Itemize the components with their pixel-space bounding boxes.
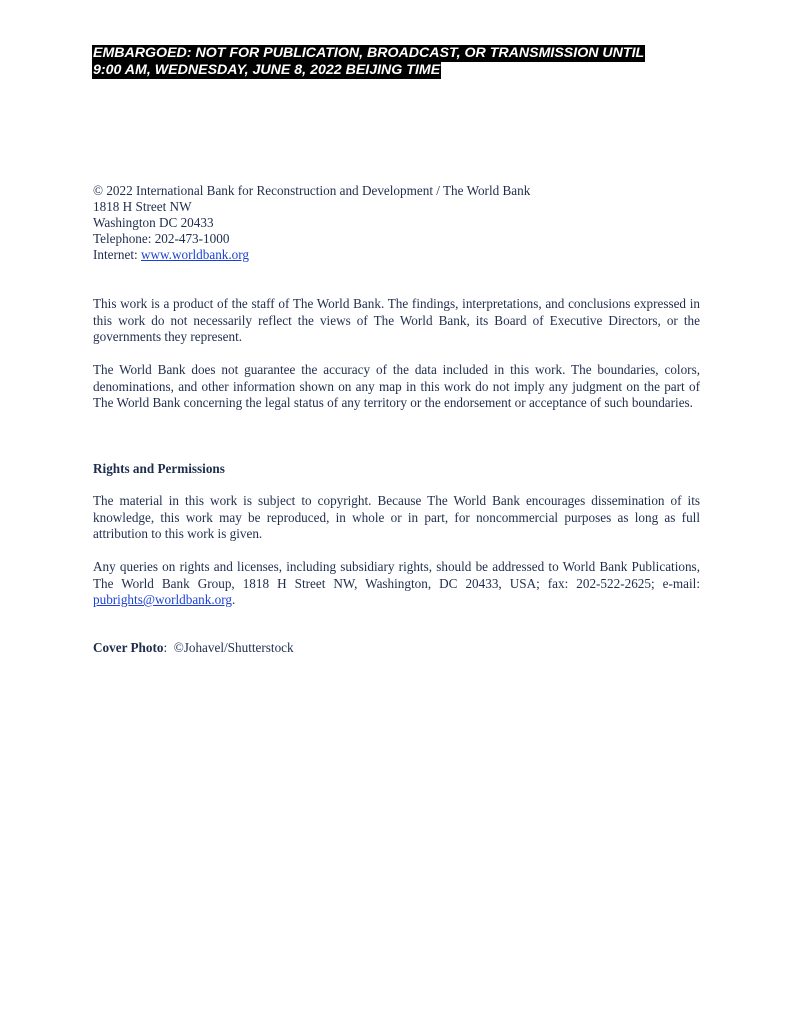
cover-photo-credit (93, 640, 294, 656)
cover-photo-separator: : (163, 640, 174, 655)
cover-photo-source: ©Johavel/Shutterstock (173, 640, 294, 655)
embargo-line-2: 9:00 AM, WEDNESDAY, JUNE 8, 2022 BEIJING TIME (93, 62, 441, 78)
rights-paragraph-2-text: Any queries on rights and licenses, including subsidiary rights, should be addressed to World Bank Publications, The World Bank Group, 1818 H Street NW, Washington, DC 20433, USA; fax: 202-522-2625; e-mail: (93, 559, 700, 591)
embargo-line-1: EMBARGOED: NOT FOR PUBLICATION, BROADCAST, OR TRANSMISSION UNTIL (93, 45, 645, 61)
copyright-line: © 2022 International Bank for Reconstruction and Development / The World Bank (93, 183, 531, 198)
disclaimer-paragraph-2: The World Bank does not guarantee the accuracy of the data included in this work. The boundaries, colors, denominations, and other information shown on any map in this work do not imply any judgment on the part of The World Bank concerning the legal status of any territory or the endorsement or acceptance of such boundaries. (93, 362, 700, 410)
pubrights-email-link[interactable]: pubrights@worldbank.org (93, 592, 233, 607)
cover-photo-label: Cover Photo (93, 640, 164, 655)
disclaimer-paragraph-1: This work is a product of the staff of The World Bank. The findings, interpretations, and conclusions expressed in this work do not necessarily reflect the views of The World Bank, its Board of Executive Directors, or the governments they represent. (93, 296, 700, 344)
rights-paragraph-1: The material in this work is subject to copyright. Because The World Bank encourages dissemination of its knowledge, this work may be reproduced, in whole or in part, for noncommercial purposes as long as full attribution to this work is given. (93, 493, 700, 541)
embargo-notice (92, 45, 700, 79)
rights-heading: Rights and Permissions (93, 461, 225, 476)
internet-line (93, 247, 703, 263)
telephone-line: Telephone: 202-473-1000 (93, 231, 230, 246)
internet-label: Internet: (93, 247, 141, 262)
rights-paragraph-2 (93, 559, 700, 609)
worldbank-website-link[interactable]: www.worldbank.org (140, 247, 250, 262)
street-line: 1818 H Street NW (93, 199, 192, 214)
rights-paragraph-2-end: . (232, 592, 236, 607)
publisher-address (93, 183, 703, 263)
city-line: Washington DC 20433 (93, 215, 214, 230)
